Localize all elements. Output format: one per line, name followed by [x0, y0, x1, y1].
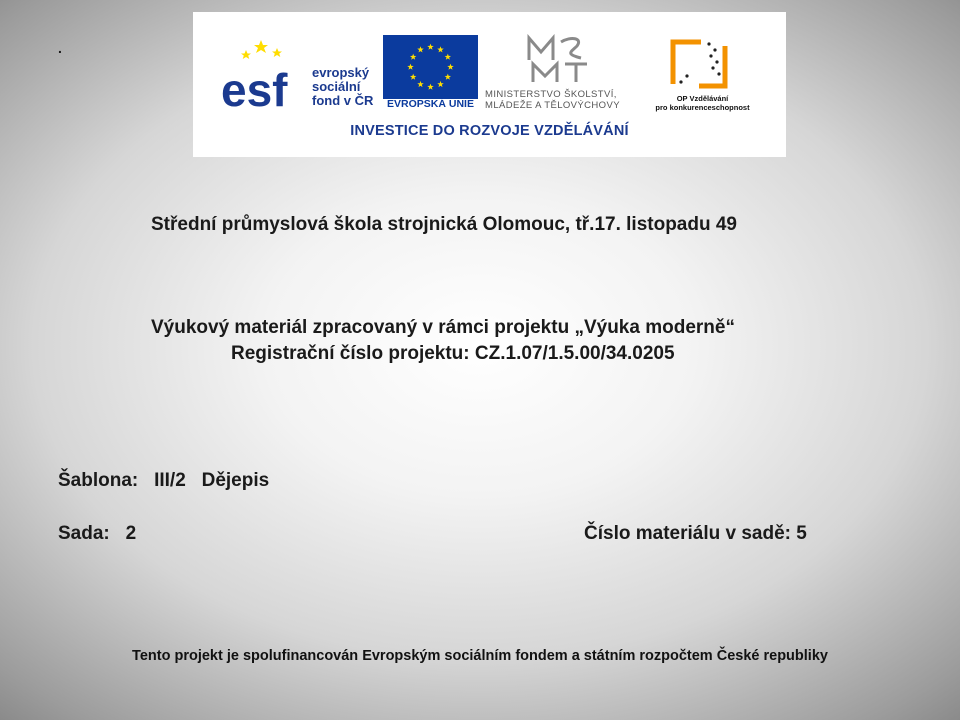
- eu-star-icon: [447, 64, 453, 70]
- template-subject: Dějepis: [201, 470, 270, 491]
- op-logo: [645, 36, 755, 114]
- esf-text-line2: sociální: [312, 79, 361, 94]
- banner-caption: INVESTICE DO ROZVOJE VZDĚLÁVÁNÍ: [350, 123, 629, 139]
- template-value: III/2: [154, 470, 186, 491]
- set-info: [58, 523, 136, 545]
- eu-logo: [383, 35, 478, 113]
- eu-label: EVROPSKÁ UNIE: [387, 98, 474, 110]
- funding-footer: Tento projekt je spolufinancován Evropským sociálním fondem a státním rozpočtem České republiky: [132, 648, 828, 664]
- material-description: Výukový materiál zpracovaný v rámci projektu „Výuka moderně“: [151, 317, 735, 338]
- eu-star-icon: [427, 84, 433, 90]
- eu-star-icon: [437, 81, 443, 87]
- msmt-text-line2: MLÁDEŽE A TĚLOVÝCHOVY: [485, 100, 620, 111]
- esf-text-line3: fond v ČR: [312, 93, 374, 108]
- eu-star-icon: [410, 74, 416, 80]
- material-number-label: Číslo materiálu v sadě:: [584, 523, 791, 544]
- msmt-text-line1: MINISTERSTVO ŠKOLSTVÍ,: [485, 89, 617, 100]
- msmt-logo: [485, 34, 635, 114]
- eu-star-icon: [445, 54, 451, 60]
- eu-star-icon: [407, 64, 413, 70]
- eu-star-icon: [437, 46, 443, 52]
- op-wordmark: [645, 94, 760, 112]
- eu-star-icon: [417, 46, 423, 52]
- esf-wordmark: [312, 66, 373, 108]
- eu-star-icon: [417, 81, 423, 87]
- msmt-emblem-icon: [525, 34, 605, 86]
- template-info: [58, 470, 269, 492]
- school-name: Střední průmyslová škola strojnická Olomouc, tř.17. listopadu 49: [151, 214, 738, 235]
- logo-banner: [193, 12, 786, 157]
- template-label: Šablona:: [58, 470, 139, 491]
- op-text-line1: OP Vzdělávání: [676, 94, 729, 103]
- esf-logo: [221, 36, 377, 112]
- material-number-info: [584, 523, 807, 545]
- eu-star-icon: [410, 54, 416, 60]
- bullet-mark: .: [58, 40, 62, 56]
- registration-number: Registrační číslo projektu: CZ.1.07/1.5.00/34.0205: [231, 343, 675, 364]
- set-value: 2: [125, 523, 137, 544]
- msmt-wordmark: [485, 89, 635, 111]
- op-emblem-icon: [667, 36, 731, 92]
- eu-star-icon: [445, 74, 451, 80]
- esf-text-line1: evropský: [312, 65, 370, 80]
- set-label: Sada:: [58, 523, 110, 544]
- eu-star-icon: [427, 44, 433, 50]
- material-number-value: 5: [796, 523, 807, 544]
- op-text-line2: pro konkurenceschopnost: [655, 103, 750, 112]
- eu-flag-icon: [383, 35, 478, 99]
- svg-text:esf: esf: [221, 64, 288, 112]
